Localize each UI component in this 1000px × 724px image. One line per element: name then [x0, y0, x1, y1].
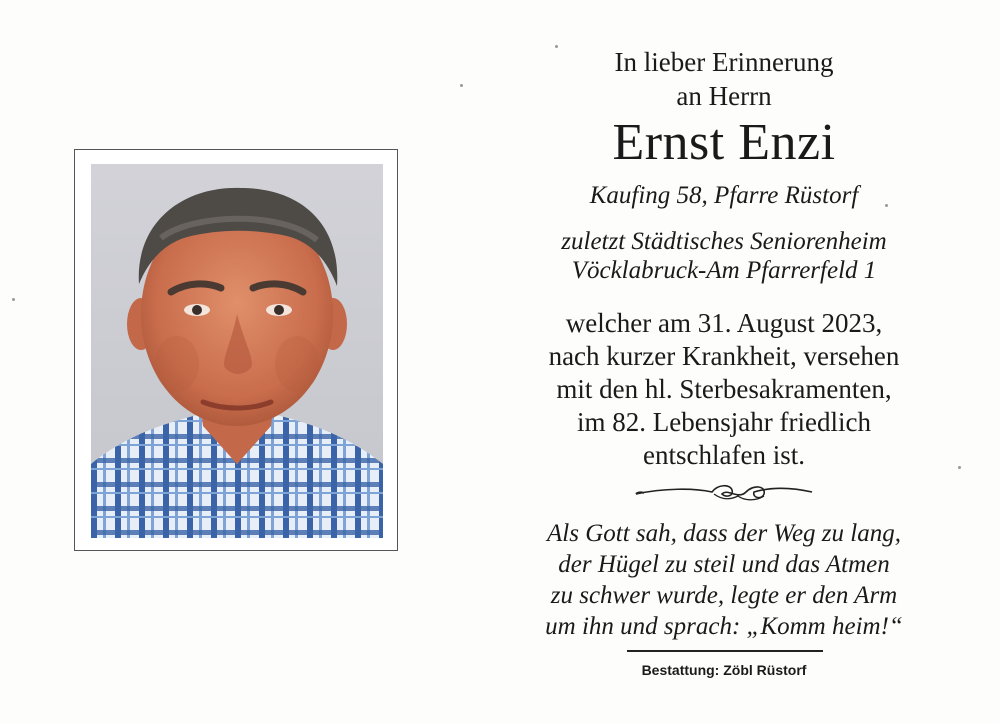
- verse-line: zu schwer wurde, legte er den Arm: [550, 582, 898, 609]
- paper-speck: [460, 84, 463, 87]
- death-notice-line: nach kurzer Krankheit, versehen: [548, 341, 900, 371]
- undertaker-credit: Bestattung: Zöbl Rüstorf: [641, 662, 807, 678]
- death-notice-line: mit den hl. Sterbesakramenten,: [556, 374, 892, 404]
- verse-line: Als Gott sah, dass der Weg zu lang,: [547, 520, 901, 547]
- intro-line-1: In lieber Erinnerung: [614, 47, 834, 77]
- death-notice-line: im 82. Lebensjahr friedlich: [577, 407, 871, 437]
- paper-speck: [12, 298, 15, 301]
- divider-rule: [627, 650, 823, 652]
- last-residence-line-1: zuletzt Städtisches Seniorenheim: [561, 228, 887, 255]
- deceased-name: Ernst Enzi: [612, 114, 836, 171]
- portrait-photo: [91, 164, 383, 538]
- verse-line: um ihn und sprach: „Komm heim!“: [545, 613, 903, 640]
- photo-frame: [74, 149, 398, 551]
- verse-line: der Hügel zu steil und das Atmen: [558, 551, 890, 578]
- intro-line-2: an Herrn: [676, 81, 772, 111]
- address-line: Kaufing 58, Pfarre Rüstorf: [589, 182, 859, 209]
- portrait-illustration: [91, 164, 383, 538]
- death-notice-line: welcher am 31. August 2023,: [565, 308, 883, 338]
- death-notice-line: entschlafen ist.: [643, 440, 805, 470]
- flourish-divider-icon: [634, 478, 814, 511]
- paper-speck: [958, 466, 961, 469]
- last-residence-line-2: Vöcklabruck-Am Pfarrerfeld 1: [571, 257, 877, 284]
